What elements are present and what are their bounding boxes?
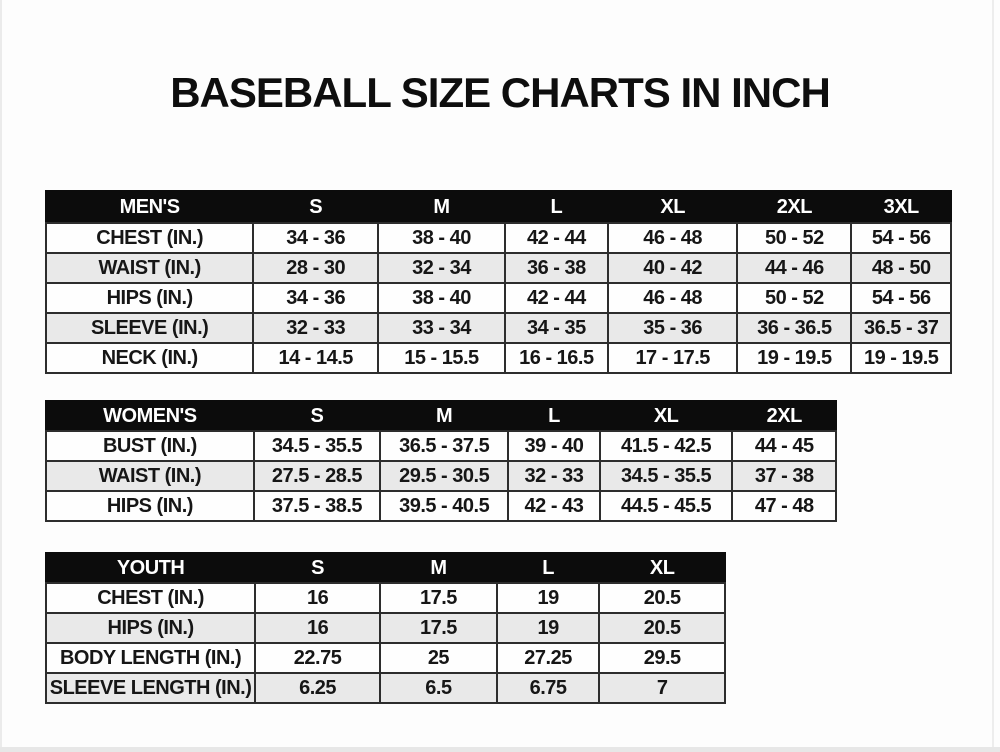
- row-label-cell: HIPS (IN.): [46, 491, 254, 521]
- size-value-cell: 33 - 34: [378, 313, 505, 343]
- size-value-cell: 37 - 38: [732, 461, 836, 491]
- size-value-cell: 37.5 - 38.5: [254, 491, 380, 521]
- size-value-cell: 46 - 48: [608, 283, 737, 313]
- size-value-cell: 20.5: [599, 613, 725, 643]
- size-value-cell: 36 - 38: [505, 253, 608, 283]
- table-row: [46, 253, 951, 283]
- size-value-cell: 38 - 40: [378, 223, 505, 253]
- size-value-cell: 19: [497, 613, 600, 643]
- size-value-cell: 50 - 52: [737, 283, 851, 313]
- size-value-cell: 6.75: [497, 673, 600, 703]
- size-value-cell: 34.5 - 35.5: [600, 461, 733, 491]
- column-header-xl: XL: [599, 553, 725, 583]
- size-value-cell: 42 - 44: [505, 223, 608, 253]
- size-value-cell: 7: [599, 673, 725, 703]
- youth-table-title: YOUTH: [46, 553, 255, 583]
- size-value-cell: 32 - 34: [378, 253, 505, 283]
- size-value-cell: 47 - 48: [732, 491, 836, 521]
- column-header-xl: XL: [600, 401, 733, 431]
- mens-size-table: [45, 190, 952, 374]
- table-row: [46, 343, 951, 373]
- row-label-cell: SLEEVE (IN.): [46, 313, 253, 343]
- size-value-cell: 16: [255, 583, 380, 613]
- size-value-cell: 44 - 45: [732, 431, 836, 461]
- column-header-l: L: [505, 191, 608, 223]
- column-header-l: L: [497, 553, 600, 583]
- size-value-cell: 27.25: [497, 643, 600, 673]
- table-row: [46, 431, 836, 461]
- womens-size-table: [45, 400, 837, 522]
- size-value-cell: 6.5: [380, 673, 497, 703]
- row-label-cell: NECK (IN.): [46, 343, 253, 373]
- size-value-cell: 36.5 - 37.5: [380, 431, 508, 461]
- row-label-cell: CHEST (IN.): [46, 223, 253, 253]
- size-value-cell: 14 - 14.5: [253, 343, 378, 373]
- size-value-cell: 29.5 - 30.5: [380, 461, 508, 491]
- column-header-2xl: 2XL: [732, 401, 836, 431]
- column-header-s: S: [255, 553, 380, 583]
- table-row: [46, 313, 951, 343]
- size-value-cell: 44 - 46: [737, 253, 851, 283]
- size-value-cell: 28 - 30: [253, 253, 378, 283]
- size-value-cell: 34 - 35: [505, 313, 608, 343]
- size-value-cell: 39.5 - 40.5: [380, 491, 508, 521]
- table-row: [46, 643, 725, 673]
- size-value-cell: 34 - 36: [253, 223, 378, 253]
- size-value-cell: 42 - 44: [505, 283, 608, 313]
- size-value-cell: 17 - 17.5: [608, 343, 737, 373]
- womens-header-row: [46, 401, 836, 431]
- youth-size-table: [45, 552, 726, 704]
- row-label-cell: SLEEVE LENGTH (IN.): [46, 673, 255, 703]
- table-row: [46, 491, 836, 521]
- page-title: BASEBALL SIZE CHARTS IN INCH: [170, 69, 830, 116]
- size-value-cell: 35 - 36: [608, 313, 737, 343]
- size-value-cell: 25: [380, 643, 497, 673]
- row-label-cell: CHEST (IN.): [46, 583, 255, 613]
- size-value-cell: 36 - 36.5: [737, 313, 851, 343]
- column-header-xl: XL: [608, 191, 737, 223]
- size-value-cell: 54 - 56: [851, 283, 951, 313]
- size-value-cell: 19: [497, 583, 600, 613]
- size-value-cell: 40 - 42: [608, 253, 737, 283]
- size-value-cell: 34.5 - 35.5: [254, 431, 380, 461]
- size-value-cell: 50 - 52: [737, 223, 851, 253]
- column-header-2xl: 2XL: [737, 191, 851, 223]
- column-header-s: S: [253, 191, 378, 223]
- size-value-cell: 15 - 15.5: [378, 343, 505, 373]
- column-header-m: M: [380, 401, 508, 431]
- size-value-cell: 32 - 33: [253, 313, 378, 343]
- table-row: [46, 583, 725, 613]
- column-header-m: M: [380, 553, 497, 583]
- size-value-cell: 22.75: [255, 643, 380, 673]
- row-label-cell: BODY LENGTH (IN.): [46, 643, 255, 673]
- size-value-cell: 17.5: [380, 583, 497, 613]
- mens-header-row: [46, 191, 951, 223]
- size-value-cell: 38 - 40: [378, 283, 505, 313]
- size-value-cell: 17.5: [380, 613, 497, 643]
- column-header-3xl: 3XL: [851, 191, 951, 223]
- row-label-cell: WAIST (IN.): [46, 461, 254, 491]
- youth-header-row: [46, 553, 725, 583]
- table-row: [46, 283, 951, 313]
- size-value-cell: 16: [255, 613, 380, 643]
- row-label-cell: BUST (IN.): [46, 431, 254, 461]
- size-value-cell: 39 - 40: [508, 431, 600, 461]
- table-row: [46, 223, 951, 253]
- size-value-cell: 32 - 33: [508, 461, 600, 491]
- size-value-cell: 54 - 56: [851, 223, 951, 253]
- size-value-cell: 16 - 16.5: [505, 343, 608, 373]
- size-value-cell: 6.25: [255, 673, 380, 703]
- scan-edge-bottom: [0, 747, 1000, 752]
- size-value-cell: 20.5: [599, 583, 725, 613]
- row-label-cell: HIPS (IN.): [46, 283, 253, 313]
- size-value-cell: 34 - 36: [253, 283, 378, 313]
- table-row: [46, 461, 836, 491]
- row-label-cell: WAIST (IN.): [46, 253, 253, 283]
- mens-table-title: MEN'S: [46, 191, 253, 223]
- size-value-cell: 19 - 19.5: [851, 343, 951, 373]
- column-header-m: M: [378, 191, 505, 223]
- size-value-cell: 19 - 19.5: [737, 343, 851, 373]
- table-row: [46, 613, 725, 643]
- size-value-cell: 27.5 - 28.5: [254, 461, 380, 491]
- womens-table-title: WOMEN'S: [46, 401, 254, 431]
- size-value-cell: 44.5 - 45.5: [600, 491, 733, 521]
- size-value-cell: 46 - 48: [608, 223, 737, 253]
- size-value-cell: 48 - 50: [851, 253, 951, 283]
- column-header-l: L: [508, 401, 600, 431]
- size-value-cell: 42 - 43: [508, 491, 600, 521]
- row-label-cell: HIPS (IN.): [46, 613, 255, 643]
- column-header-s: S: [254, 401, 380, 431]
- table-row: [46, 673, 725, 703]
- size-value-cell: 29.5: [599, 643, 725, 673]
- size-value-cell: 41.5 - 42.5: [600, 431, 733, 461]
- size-value-cell: 36.5 - 37: [851, 313, 951, 343]
